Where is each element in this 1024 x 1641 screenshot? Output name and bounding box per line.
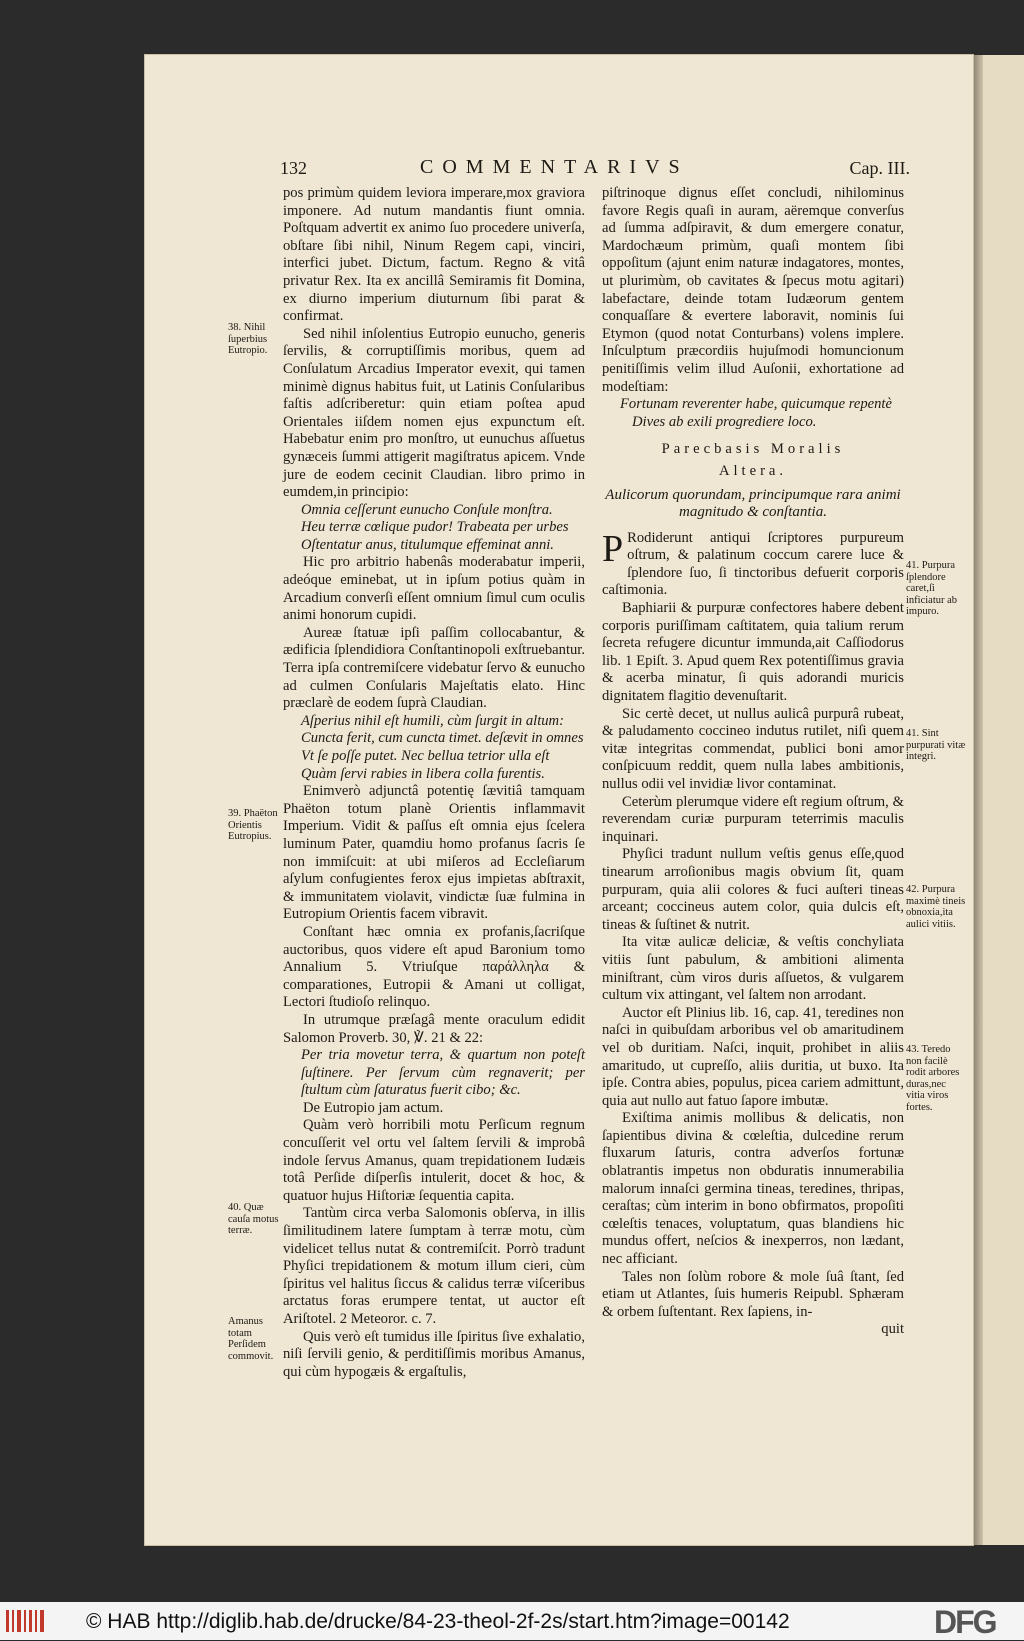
paragraph: Ita vitæ aulicæ deliciæ, & veſtis conchyliata vitiis ſunt pabulum, & ambitioni alimenta miniſtrant, cùm viros duris aſſuetos, & vulgarem cultum vix attingant, vel ſaltem non arrodant. [602, 934, 904, 1004]
paragraph: Quàm verò horribili motu Perſicum regnum concuſſerit vel ortu vel ſaltem ſervili & improbâ indole ſervus Amanus, quam trepidationem Iudæis totâ Perſide diſperſis intulerit, docet & hoc, & quatuor hujus Hiſtoriæ ſequentia capita. [283, 1117, 585, 1204]
paragraph: Enimverò adjunctâ potentię ſævitiâ tamquam Phaëton totum planè Orientis inflammavit Imperium. Vidit & paſſus eſt omnia ejus ſcelera luminum Pater, quamdiu homo profanus ſacris ſe non immiſcuit: at ubi miſeros ad Eccleſiarum aſylum confugientes ferox ejus impietas abſtraxit, & immunitatem violavit, vindictæ ſuæ fulmina in Eutropium Orientis facem vibravit. [283, 783, 585, 923]
paragraph: In utrumque præſagâ mente oraculum edidit Salomon Proverb. 30, ℣. 21 & 22: [283, 1011, 585, 1046]
paragraph: Ceterùm plerumque videre eſt regium oſtrum, & reverendam curiæ purpuram teterrimis maculis inquinari. [602, 793, 904, 845]
verse-line: Heu terræ cœlique pudor! Trabeata per urbes [301, 519, 569, 536]
dfg-logo: DFG [934, 1604, 996, 1640]
paragraph: De Eutropio jam actum. [303, 1099, 444, 1116]
right-column-top [602, 185, 904, 431]
margin-note-left: 39. Phaëton Orientis Eutropius. [228, 808, 278, 842]
paragraph: Hic pro arbitrio habenâs moderabatur imperii, adeóque eminebat, ut in ipſum potius quàm in Arcadium converſi eſſent omnium ſimul cum oculis animi honorum cupidi. [283, 554, 585, 624]
paragraph: Auctor eſt Plinius lib. 16, cap. 41, teredines non naſci in quibuſdam arboribus vel ob amaritudinem vel ob duritiam. Naſci, inquit, prohibet in aliis amaritudo, ut cupreſſo, aliis duritia, ut buxo. Ita ipſe. Contra abies, populus, picea cariem admittunt, quia aut nullo aut fatuo ſapore imbutæ. [602, 1004, 904, 1109]
paragraph: Baphiarii & purpuræ confectores habere debent corporis puriſſimam caſtitatem, quia talium rerum ſecreta refugere dicuntur immunda,ait Caſſiodorus lib. 1 Epiſt. 3. Apud quem Rex potentiſſimus gravia & acerba minatur, ſi quis adorandi muricis dignitatem flagitio devenuſtarit. [602, 600, 904, 705]
margin-note-left: 40. Quæ cauſa motus terræ. [228, 1202, 279, 1236]
paragraph: Exiſtima animis mollibus & delicatis, non ſapientibus divina & cœleſtia, dulcedine rerum fluxarum ſaturis, contra adverſos fortunæ oblatrantis impetus non obduratis innumerabilia malorum innaſci germina tineas, teredines, thripas, ceraſtas; cùm interim in bono obfirmatos, propoſiti cœleſtis tenaces, voluptatum, quas blandiens hic mundus offert, neſcios & inexperros, non lædant, nec afficiant. [602, 1110, 904, 1268]
margin-note-right: 41. Sint purpurati vitæ integri. [906, 728, 966, 762]
paragraph: Tantùm circa verba Salomonis obſerva, in illis ſimilitudinem latere ſumptam à terræ motu, cùm videlicet tellus nutat & contremiſcit. Porrò tradunt Phyſici trepidationem & motum illum cieri, cùm ſpiritus vel halitus ſiccus & calidus terræ viſceribus arctatus foras erumpere tentat, ut auctor eſt Ariſtotel. 2 Meteoror. c. 7. [283, 1205, 585, 1327]
paragraph-text: Rodiderunt antiqui ſcriptores purpureum oſtrum, & palatinum coccum carere luce & ſplendore ſuo, ſi tinctoribus defuerit corporis caſtimonia. [602, 529, 904, 599]
verse-line: Per tria movetur terra, & quartum non poteſt ſuſtinere. Per ſervum cùm regnaverit; per ſtultum cùm ſaturatus fuerit cibo; &c. [301, 1047, 585, 1099]
verse-line: Oſtentatur anus, titulumque effeminat anni. [301, 536, 554, 553]
footer-bar [0, 1602, 1024, 1640]
verse-line: Omnia ceſſerunt eunucho Conſule monſtra. [301, 501, 553, 518]
chapter-label: Cap. III. [849, 158, 910, 178]
paragraph: pos primùm quidem leviora imperare,mox graviora imponere. Ad nutum mandantis fiunt omnia. Poſtquam advertit ex animo ſuo procedere univerſa, obſtare ſibi nihil, Ninum Regem capi, vinciri, interfici jubet. Dictum, factum. Regno & vitâ privatur Rex. Ita ex ancillâ Semiramis fit Domina, ex diurno imperium diuturnum ſibi parat & confirmat. [283, 185, 585, 325]
right-text-column [602, 185, 904, 1339]
verse-line: Vt ſe poſſe putet. Nec bellua tetrior ulla eſt [301, 748, 550, 764]
paragraph: Sic certè decet, ut nullus aulicâ purpurâ rubeat, & paludamento coccineo indutus rutilet, niſi quem vitæ integritas commendat, publici boni amor conſpicuum reddit, quem nulla labes ambitionis, nullus odii vel invidiæ livor contaminat. [602, 705, 904, 792]
running-title: COMMENTARIVS [420, 156, 689, 178]
verse-line: Fortunam reverenter habe, quicumque repentè [620, 396, 892, 413]
verse-line: Quàm ſervi rabies in libera colla furentis. [301, 765, 545, 782]
paragraph: Sed nihil inſolentius Eutropio eunucho, generis ſervilis, & corruptiſſimis moribus, quem ad Conſulatum Arcadius Imperator evexit, qui tamen minimè dignus habitus fuit, ut Latinis Conſularibus faſtis adſcriberetur: quin etiam poſtea apud Orientales iiſdem nomen ejus expunctum eſt. Habebatur enim pro monſtro, ut eunuchus aſſuetus gynæceis ſummi attigerit magiſtratus apicem. Vnde jure de eodem cecinit Claudian. libro primo in eumdem,in principio: [283, 325, 585, 501]
right-column-bottom [602, 527, 904, 1339]
margin-note-right: 42. Purpura maximè tineis obnoxia,ita aulici vitiis. [906, 884, 966, 930]
verse-line: Cuncta ferit, cum cuncta timet. deſævit in omnes [301, 730, 584, 747]
paragraph: Aureæ ſtatuæ ipſi paſſim collocabantur, & ædificia ſplendidiora Conſtantinopoli exſtruebantur. Terra ipſa contremiſcere videbatur ſervo & eunucho ad culmen Conſularis Majeſtatis elato. Hinc præclarè de eodem ſuprà Claudian. [283, 624, 585, 712]
barcode-icon [6, 1610, 46, 1632]
verse-line: Dives ab exili progrediere loco. [632, 413, 817, 430]
paragraph [602, 527, 904, 600]
drop-cap: P [602, 527, 624, 570]
section-heading-sub: Altera. [718, 462, 788, 479]
verse-line: Aſperius nihil eſt humili, cùm ſurgit in altum: [301, 712, 564, 729]
catchword: quit [881, 1321, 904, 1338]
page-number: 132 [280, 158, 307, 178]
left-text-column [283, 185, 585, 1381]
paragraph: Tales non ſolùm robore & mole ſuâ ſtant, ſed etiam ut Atlantes, ſuis humeris Reipubl. Sphæram & orbem ſuſtentant. Rex ſapiens, in- [602, 1268, 904, 1320]
section-heading: Parecbasis Moralis [661, 441, 845, 458]
margin-note-right: 41. Purpura ſplendore caret,ſi inficiatur ab impuro. [906, 560, 958, 617]
running-header [280, 158, 910, 184]
paragraph: Phyſici tradunt nullum veſtis genus eſſe,quod tinearum arroſionibus magis obvium ſit, quam purpuram, quia alii colores & fuci auſteri tineas arceant; coccineus autem color, quia dulcis eſt, tineas & ſuſtinet & nutrit. [602, 846, 904, 933]
page-gutter [973, 55, 983, 1545]
paragraph: Quis verò eſt tumidus ille ſpiritus ſive exhalatio, niſi ſervili genio, & perditiſſimis moribus Amanus, qui cùm hypogæis & ergaſtulis, [283, 1328, 585, 1380]
margin-note-left: 38. Nihil ſuperbius Eutropio. [228, 322, 268, 356]
section-subtitle: Aulicorum quorundam, principumque rara animi magnitudo & conſtantia. [605, 486, 901, 521]
paragraph: piſtrinoque dignus eſſet concludi, nihilominus favore Regis quaſi in auram, aëremque converſus ad ſumma adſpiravit, & dum emergere conatur, Mardochæum primùm, quaſi montem ſibi oppoſitum (ajunt enim naturæ indagatores, montes, ut plurimùm, ob cavitates & ſpecus motu agitari) labefactare, deinde totam Iudæorum gentem conquaſſare & evertere laboravit, nominis ſui Etymon (quod notat Conturbans) volens implere. Inſculptum præcordiis hujuſmodi homuncionum penitiſſimis velim illud Auſonii, exhortatione ad modeſtiam: [602, 185, 904, 395]
paragraph: Conſtant hæc omnia ex profanis,ſacriſque auctoribus, quos videre eſt apud Baronium tomo Annalium 5. Vtriuſque παράλληλα & comparationes, Eutropii & Amani ut colligat, Lectori ſtudioſo relinquo. [283, 923, 585, 1011]
adjacent-page-edge [983, 55, 1024, 1545]
source-url-link[interactable]: © HAB http://diglib.hab.de/drucke/84-23-theol-2f-2s/start.htm?image=00142 [86, 1610, 790, 1633]
margin-note-left: Amanus totam Perſidem commovit. [228, 1316, 274, 1362]
margin-note-right: 43. Teredo non facilè rodit arbores duras,nec vitia viros fortes. [906, 1044, 960, 1113]
